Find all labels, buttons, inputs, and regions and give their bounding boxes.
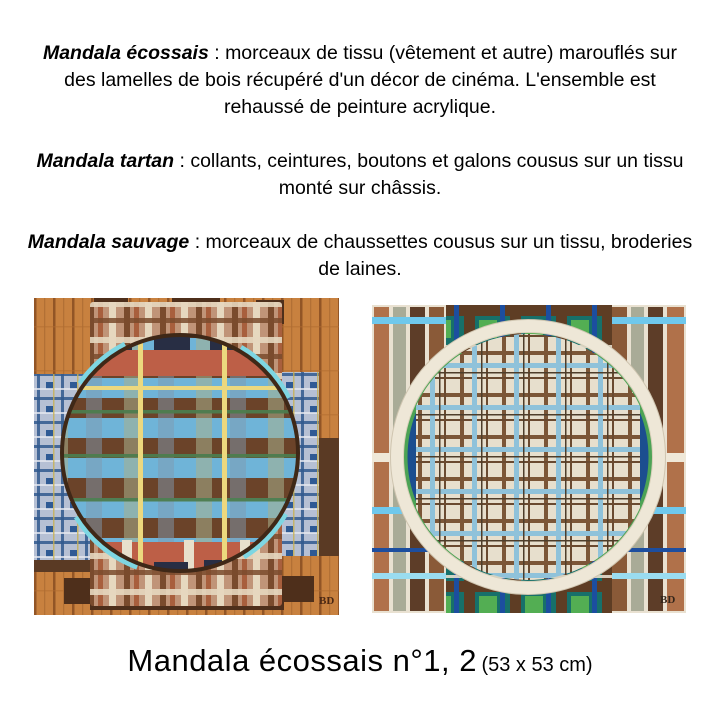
term-mandala-sauvage: Mandala sauvage	[27, 231, 190, 253]
term-mandala-tartan: Mandala tartan	[36, 150, 175, 172]
artwork-gallery	[0, 298, 720, 615]
term-mandala-ecossais: Mandala écossais	[42, 42, 209, 64]
paragraph-mandala-tartan	[26, 148, 694, 202]
caption-title: Mandala écossais n°1, 2	[127, 643, 477, 678]
definition-mandala-sauvage: : morceaux de chaussettes cousus sur un tissu, broderies de laines.	[189, 231, 693, 280]
artwork-photo-1	[34, 298, 339, 615]
artist-signature-1: BD	[319, 595, 335, 607]
cream-plaid-panel	[416, 327, 640, 589]
intro-text-block	[26, 40, 694, 310]
caption	[0, 643, 720, 679]
artist-signature-2: BD	[660, 594, 676, 606]
caption-size: (53 x 53 cm)	[481, 654, 593, 676]
definition-mandala-tartan: : collants, ceintures, boutons et galons cousus sur un tissu monté sur châssis.	[174, 150, 684, 199]
definition-mandala-ecossais: : morceaux de tissu (vêtement et autre) marouflés sur des lamelles de bois récupéré d'un décor de cinéma. L'ensemble est rehaussé de peinture acrylique.	[64, 42, 678, 118]
paragraph-mandala-sauvage	[26, 229, 694, 283]
paragraph-mandala-ecossais	[26, 40, 694, 121]
artwork-photo-2	[372, 305, 686, 613]
